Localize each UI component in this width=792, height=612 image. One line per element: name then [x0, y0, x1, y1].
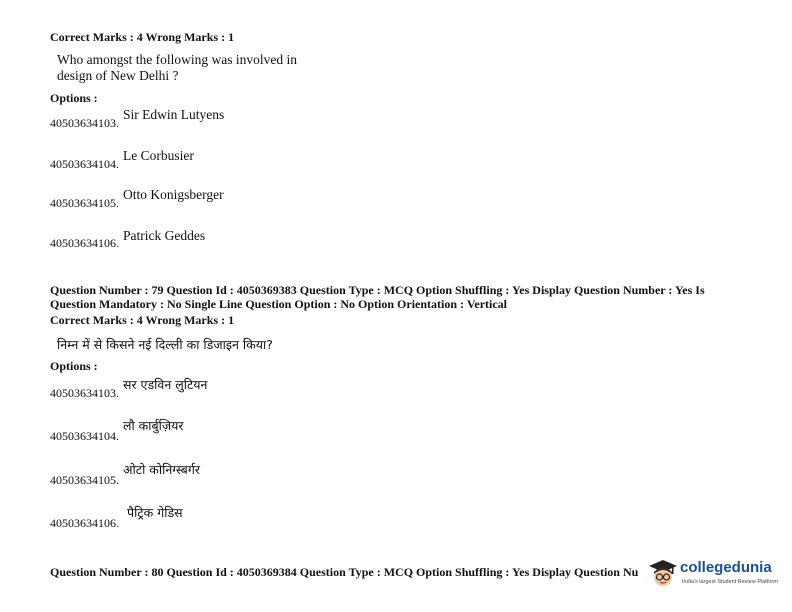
collegedunia-logo [648, 556, 778, 596]
option-id: 40503634103. [50, 116, 119, 130]
option-text: Patrick Geddes [123, 228, 206, 243]
q79-option-4[interactable] [50, 504, 183, 530]
q78-option-2[interactable] [50, 147, 194, 171]
brand-tagline: India's largest Student Review Platform [682, 579, 778, 585]
q79-option-3[interactable] [50, 461, 200, 487]
q79-option-1[interactable] [50, 376, 208, 400]
option-id: 40503634105. [50, 473, 119, 487]
option-id: 40503634104. [50, 157, 119, 171]
q78-question-text: Who amongst the following was involved in design of New Delhi ? [57, 52, 297, 83]
q78-option-1[interactable] [50, 106, 225, 130]
q78-option-3[interactable] [50, 186, 224, 210]
q79-option-2[interactable] [50, 417, 184, 443]
q80-header-line1: Question Number : 80 Question Id : 4050369384 Question Type : MCQ Option Shuffling : Yes Display Question Nu [50, 565, 639, 579]
option-id: 40503634104. [50, 429, 119, 443]
q78-marks: Correct Marks : 4 Wrong Marks : 1 [50, 30, 235, 44]
q79-options-label: Options : [50, 359, 98, 373]
option-id: 40503634106. [50, 516, 119, 530]
q79-header-line2: Question Mandatory : No Single Line Question Option : No Option Orientation : Vertical [50, 297, 508, 311]
q78-options-label: Options : [50, 91, 98, 105]
q79-question-text: निम्न में से किसने नई दिल्ली का डिजाइन किया? [57, 337, 273, 352]
option-id: 40503634103. [50, 386, 119, 400]
q79-marks: Correct Marks : 4 Wrong Marks : 1 [50, 313, 235, 327]
option-text: लौ कार्बुज़ियर [123, 418, 184, 433]
option-id: 40503634106. [50, 236, 119, 250]
option-text: Otto Konigsberger [123, 187, 224, 202]
q79-header-line1: Question Number : 79 Question Id : 4050369383 Question Type : MCQ Option Shuffling : Yes Display Question Number : Yes Is [50, 283, 705, 297]
q78-option-4[interactable] [50, 227, 206, 250]
option-text: Le Corbusier [123, 148, 194, 163]
option-text: सर एडविन लुटियन [123, 377, 208, 392]
option-text: ओटो कोनिग्स्बर्गर [123, 462, 200, 477]
option-text: पैट्रिक गेडिस [127, 505, 183, 520]
graduate-mascot-icon [648, 558, 678, 588]
brand-name: collegedunia [680, 559, 772, 576]
option-id: 40503634105. [50, 196, 119, 210]
option-text: Sir Edwin Lutyens [123, 107, 225, 122]
